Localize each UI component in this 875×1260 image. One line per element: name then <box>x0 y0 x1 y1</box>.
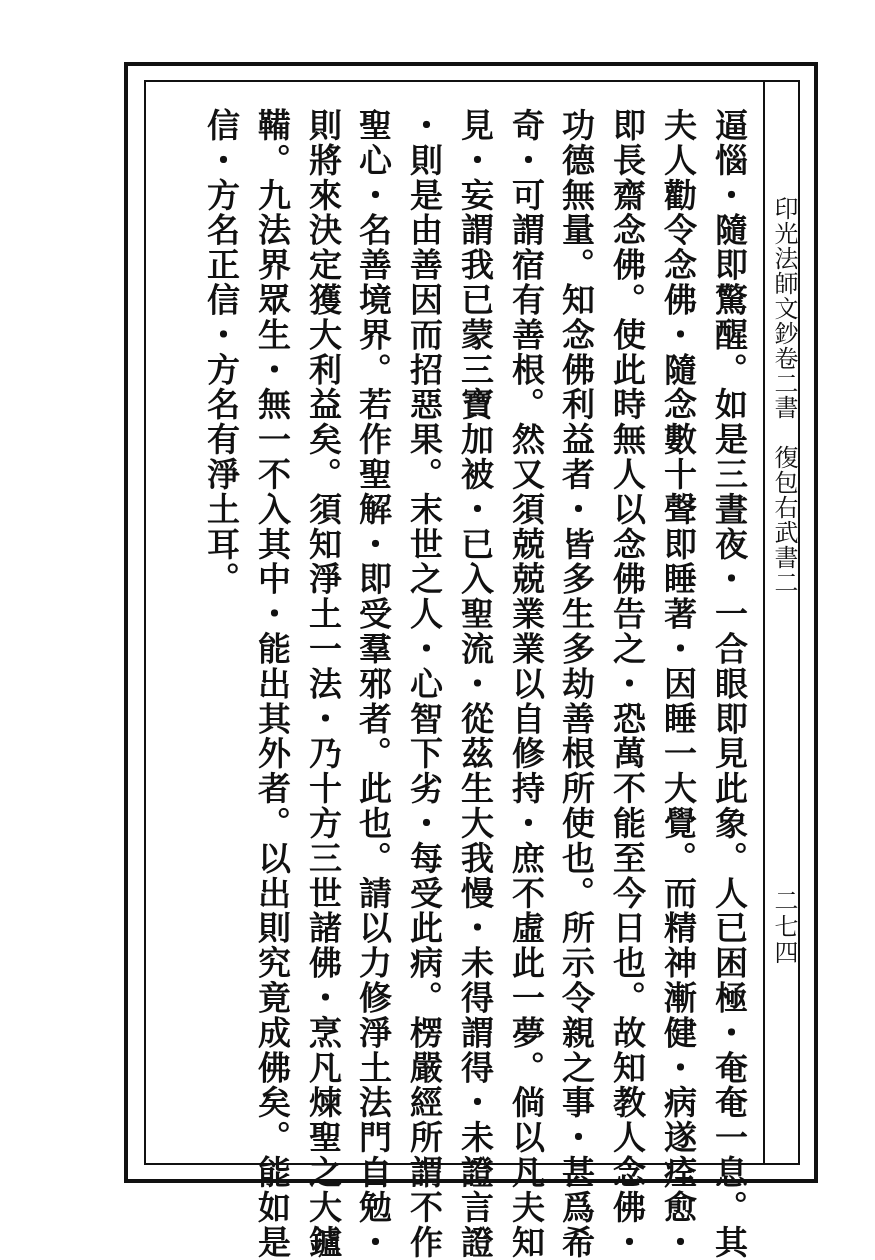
letter-title: 復包右武書二 <box>770 445 798 595</box>
body-column-7: ・則是由善因而招惡果。末世之人・心智下劣・每受此病。楞嚴經所謂不作 <box>405 108 444 1260</box>
section-label: 書 <box>770 395 798 419</box>
header-divider <box>763 82 765 1164</box>
body-column-11: 信・方名正信・方名有淨土耳。 <box>202 108 241 597</box>
body-column-6: 見・妄謂我已蒙三寶加被・已入聖流・從茲生大我慢・未得謂得・未證言證 <box>456 108 495 1260</box>
body-column-5: 奇・可謂宿有善根。然又須兢兢業業以自修持・庶不虛此一夢。倘以凡夫知 <box>507 108 546 1260</box>
page-number: 二七四 <box>770 888 798 966</box>
body-column-9: 則將來決定獲大利益矣。須知淨土一法・乃十方三世諸佛・烹凡煉聖之大鑪 <box>304 108 343 1260</box>
body-column-1: 逼惱・隨即驚醒。如是三晝夜・一合眼即見此象。人已困極・奄奄一息。其 <box>710 108 749 1260</box>
body-column-10: 鞴。九法界眾生・無一不入其中・能出其外者。以出則究竟成佛矣。能如是 <box>253 108 292 1260</box>
body-column-3: 即長齋念佛。使此時無人以念佛告之・恐萬不能至今日也。故知教人念佛・ <box>608 108 647 1260</box>
body-column-2: 夫人勸令念佛・隨念數十聲即睡著・因睡一大覺。而精神漸健・病遂痊愈・ <box>659 108 698 1260</box>
running-title: 印光法師文鈔卷二 <box>770 196 798 396</box>
body-column-4: 功德無量。知念佛利益者・皆多生多劫善根所使也。所示令親之事・甚爲希 <box>557 108 596 1260</box>
body-column-8: 聖心・名善境界。若作聖解・即受羣邪者。此也。請以力修淨土法門自勉・ <box>354 108 393 1260</box>
